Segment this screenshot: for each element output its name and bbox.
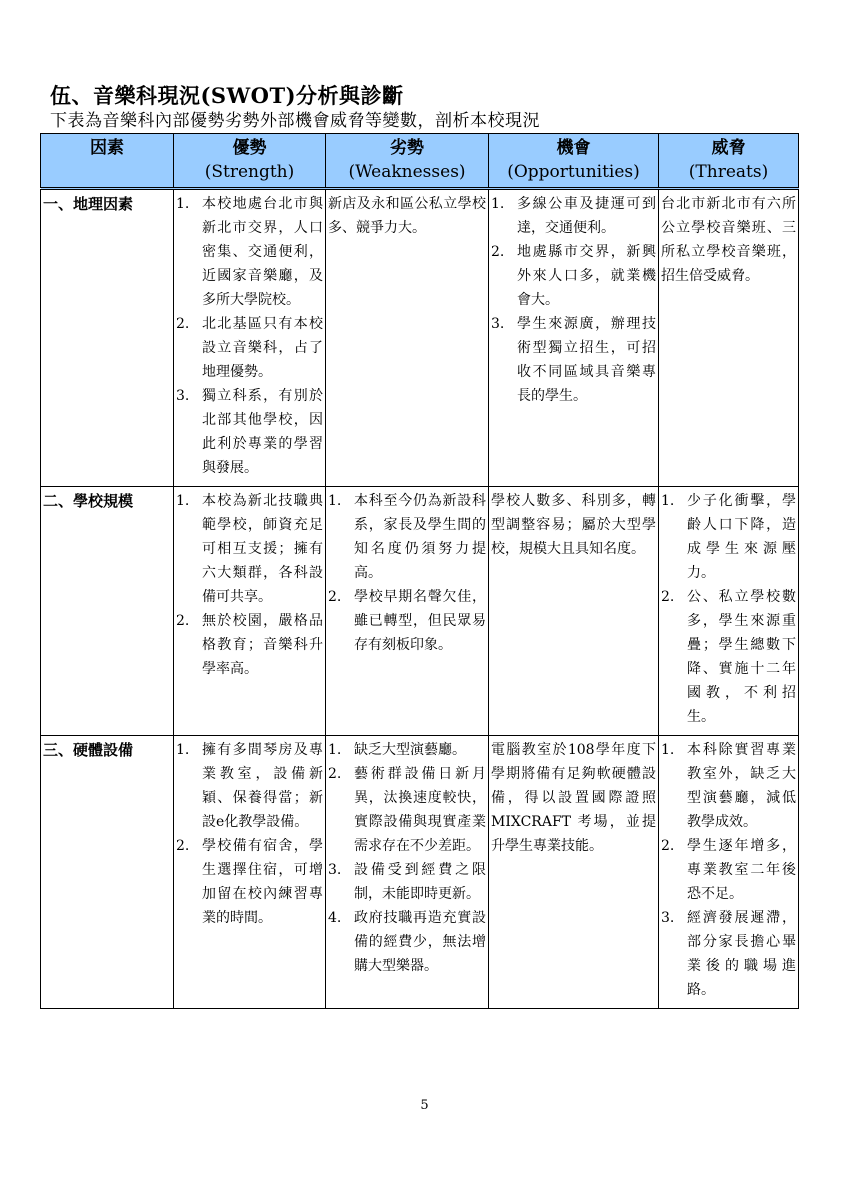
item-number: 3. <box>491 316 505 332</box>
item-text: 經濟發展遲滯，部分家長擔心畢業後的職場進路。 <box>687 910 796 998</box>
header-row <box>41 134 799 189</box>
opportunity-list <box>491 192 656 408</box>
table-body <box>41 189 799 1009</box>
list-item <box>176 834 323 930</box>
item-text: 學校早期名聲欠佳，雖已轉型，但民眾易存有刻板印象。 <box>354 589 486 653</box>
item-number: 1. <box>661 742 675 758</box>
cell-text: 新店及永和區公私立學校多、競爭力大。 <box>328 196 486 236</box>
threat-cell <box>659 736 799 1009</box>
item-number: 1. <box>328 742 342 758</box>
cell-text: 台北市新北市有六所公立學校音樂班、三所私立學校音樂班，招生倍受威脅。 <box>661 196 796 284</box>
threat-list <box>661 489 796 729</box>
weakness-list <box>328 489 486 657</box>
item-number: 2. <box>176 316 190 332</box>
list-item <box>176 192 323 312</box>
list-item <box>491 312 656 408</box>
threat-list <box>661 738 796 1002</box>
swot-table <box>40 133 799 1009</box>
item-text: 多線公車及捷運可到達，交通便利。 <box>517 196 656 236</box>
header-sublabel: (Weaknesses) <box>348 162 466 182</box>
item-text: 本校地處台北市與新北市交界，人口密集、交通便利，近國家音樂廳，及多所大學院校。 <box>202 196 323 308</box>
table-row <box>41 487 799 736</box>
item-number: 2. <box>491 244 505 260</box>
item-text: 少子化衝擊，學齡人口下降，造成學生來源壓力。 <box>687 493 796 581</box>
item-number: 2. <box>176 613 190 629</box>
factor-cell: 三、硬體設備 <box>41 736 174 1009</box>
header-weakness <box>326 134 489 189</box>
item-text: 學校備有宿舍，學生選擇住宿，可增加留在校內練習專業的時間。 <box>202 838 323 926</box>
cell-text: 學校人數多、科別多，轉型調整容易；屬於大型學校，規模大且具知名度。 <box>491 493 656 557</box>
strength-cell <box>174 189 326 487</box>
strength-list <box>176 192 323 480</box>
header-strength <box>174 134 326 189</box>
header-label: 優勢 <box>232 138 267 158</box>
item-number: 2. <box>328 589 342 605</box>
item-text: 學生來源廣，辦理技術型獨立招生，可招收不同區域具音樂專長的學生。 <box>517 316 656 404</box>
factor-cell: 一、地理因素 <box>41 189 174 487</box>
strength-list <box>176 738 323 930</box>
item-text: 無於校園，嚴格品格教育；音樂科升學率高。 <box>202 613 323 677</box>
item-text: 政府技職再造充實設備的經費少，無法增購大型樂器。 <box>354 910 486 974</box>
section-title: 伍、音樂科現況(SWOT)分析與診斷 <box>50 83 404 108</box>
list-item <box>661 906 796 1002</box>
opportunity-cell <box>489 736 659 1009</box>
opportunity-cell <box>489 487 659 736</box>
list-item <box>176 312 323 384</box>
item-number: 3. <box>328 862 342 878</box>
item-text: 獨立科系，有別於北部其他學校，因此利於專業的學習與發展。 <box>202 388 323 476</box>
list-item <box>661 585 796 729</box>
weakness-cell <box>326 736 489 1009</box>
header-opportunity <box>489 134 659 189</box>
list-item <box>176 489 323 609</box>
header-factor <box>41 134 174 189</box>
strength-list <box>176 489 323 681</box>
cell-text: 電腦教室於108學年度下學期將備有足夠軟硬體設備，得以設置國際證照 MIXCRAFT 考場，並提升學生專業技能。 <box>491 742 656 854</box>
header-sublabel: (Threats) <box>688 162 769 182</box>
opportunity-cell <box>489 189 659 487</box>
list-item <box>328 906 486 978</box>
list-item <box>176 738 323 834</box>
header-label: 因素 <box>90 138 124 158</box>
threat-cell <box>659 189 799 487</box>
list-item <box>491 192 656 240</box>
list-item <box>176 384 323 480</box>
table-row <box>41 736 799 1009</box>
header-label: 劣勢 <box>390 138 424 158</box>
table-row <box>41 189 799 487</box>
list-item <box>328 585 486 657</box>
item-text: 本科除實習專業教室外，缺乏大型演藝廳，減低教學成效。 <box>687 742 796 830</box>
weakness-cell <box>326 487 489 736</box>
item-text: 地處縣市交界，新興外來人口多，就業機會大。 <box>517 244 656 308</box>
item-text: 本校為新北技職典範學校，師資充足可相互支援；擁有六大類群，各科設備可共享。 <box>202 493 323 605</box>
header-sublabel: (Opportunities) <box>507 162 640 182</box>
item-number: 1. <box>661 493 675 509</box>
item-number: 1. <box>176 493 190 509</box>
item-text: 缺乏大型演藝廳。 <box>354 742 466 758</box>
list-item <box>661 834 796 906</box>
weakness-list <box>328 738 486 978</box>
list-item <box>328 489 486 585</box>
item-number: 1. <box>328 493 342 509</box>
threat-cell <box>659 487 799 736</box>
weakness-cell <box>326 189 489 487</box>
list-item <box>328 762 486 858</box>
list-item <box>491 240 656 312</box>
list-item <box>661 738 796 834</box>
item-text: 設備受到經費之限制，未能即時更新。 <box>354 862 486 902</box>
list-item <box>328 738 486 762</box>
item-text: 北北基區只有本校設立音樂科，占了地理優勢。 <box>202 316 323 380</box>
item-number: 3. <box>176 388 190 404</box>
item-text: 學生逐年增多，專業教室二年後恐不足。 <box>687 838 796 902</box>
item-number: 2. <box>328 766 342 782</box>
factor-cell: 二、學校規模 <box>41 487 174 736</box>
item-number: 1. <box>176 196 190 212</box>
header-threat <box>659 134 799 189</box>
item-text: 公、私立學校數多，學生來源重疊；學生總數下降、實施十二年國教，不利招生。 <box>687 589 796 725</box>
list-item <box>328 858 486 906</box>
item-number: 3. <box>661 910 675 926</box>
item-text: 藝術群設備日新月異，汰換速度較快，實際設備與現實產業需求存在不少差距。 <box>354 766 486 854</box>
section-subtitle: 下表為音樂科內部優勢劣勢外部機會威脅等變數，剖析本校現況 <box>50 111 540 131</box>
item-text: 擁有多間琴房及專業教室，設備新穎、保養得當；新設e化教學設備。 <box>202 742 323 830</box>
item-number: 1. <box>176 742 190 758</box>
header-label: 威脅 <box>711 138 746 158</box>
item-number: 2. <box>661 838 675 854</box>
list-item <box>661 489 796 585</box>
strength-cell <box>174 487 326 736</box>
item-number: 2. <box>661 589 675 605</box>
header-label: 機會 <box>556 138 591 158</box>
item-text: 本科至今仍為新設科系，家長及學生間的知名度仍須努力提高。 <box>354 493 486 581</box>
strength-cell <box>174 736 326 1009</box>
item-number: 2. <box>176 838 190 854</box>
item-number: 1. <box>491 196 505 212</box>
item-number: 4. <box>328 910 342 926</box>
list-item <box>176 609 323 681</box>
header-sublabel: (Strength) <box>204 162 295 182</box>
page-number: 5 <box>420 1098 429 1113</box>
